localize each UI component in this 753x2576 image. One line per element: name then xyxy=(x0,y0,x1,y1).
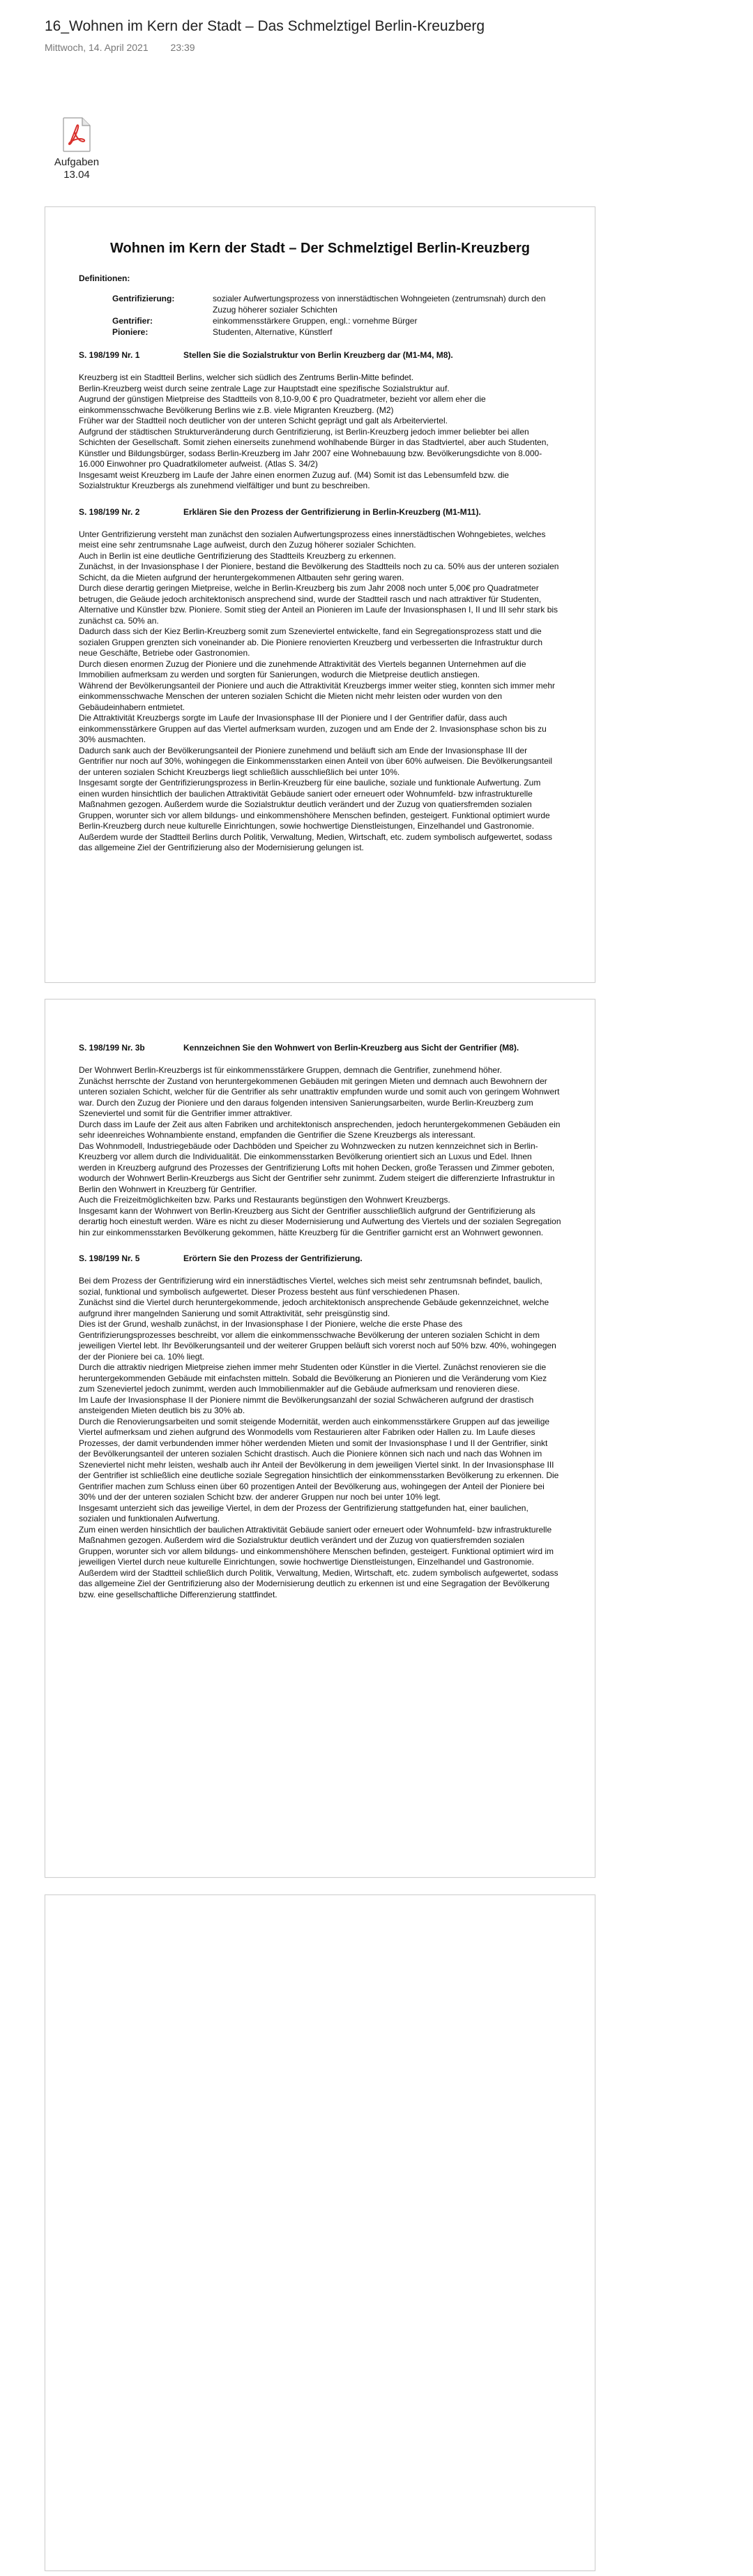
task-number: S. 198/199 Nr. 3b xyxy=(79,1043,145,1053)
definitions-list xyxy=(112,293,561,338)
answer-text: Unter Gentrifizierung versteht man zunächst den sozialen Aufwertungsprozess eines innerstädtischen Wohngebietes, welches meist eine sehr zentrumsnahe Lage aufweist, durch den Zuzug höherer sozialer Schichten. Auch in Berlin ist eine deutliche Gentrifizierung des Stadtteils Kreuzberg zu erkennen. Zunächst, in der Invasionsphase I der Pioniere, bestand die Bevölkerung des Stadtteils noch zu ca. 50% aus der unteren sozialen Schicht, da die Mieten aufgrund der heruntergekommenen Altbauten sehr gering waren. Durch diese derartig geringen Mietpreise, welche in Berlin-Kreuzberg bis zum Jahr 2008 noch unter 5,00€ pro Quadratmeter betrugen, die Geäude jedoch architektonisch ansprechend sind, wurde der Stadtteil rasch und nach attraktiver für Studenten, Alternative und Künstler bzw. Pioniere. Somit stieg der Anteil an Pionieren im Laufe der Invasionsphasen I, II und III sehr stark bis zunächst ca. 50% an. Dadurch dass sich der Kiez Berlin-Kreuzberg somit zum Szeneviertel entwickelte, fand ein Segregationsprozess statt und die sozialen Gruppen grenzten sich voneinander ab. Die Pioniere renovierten Kreuzberg und verbesserten die Infrastruktur durch neue Geschäfte, Betriebe oder Gastronomien. Durch diesen enormen Zuzug der Pioniere und die zunehmende Attraktivität des Viertels begannen Unternehmen auf die Immobilien aufmerksam zu werden und sorgten für Sanierungen, wodurch die Mietpreise deutlich anstiegen. Während der Bevölkerungsanteil der Pioniere und auch die Attraktivität Kreuzbergs immer weiter stieg, konnten sich immer mehr einkommensschwache Menschen der unteren sozialen Schicht die Mieten nicht mehr leisten oder wurden von den Gebäudeinhabern entmietet. Die Attraktivität Kreuzbergs sorgte im Laufe der Invasionsphase III der Pioniere und I der Gentrifier dafür, dass auch einkommensstärkere Gruppen auf das Viertel aufmerksam wurden, zuzogen und am Ende der 2. Invasionsphase schon bis zu 30% ausmachten. Dadurch sank auch der Bevölkerungsanteil der Pioniere zunehmend und beläuft sich am Ende der Invasionsphase III der Gentrifier nur noch auf 30%, wohingegen die Einkommensstarken einen Anteil von über 60% aufweisen. Die Bevölkerungsanteil der unteren sozialen Schicht Kreuzbergs liegt schließlich ausschließlich bei unter 10%. Insgesamt sorgte der Gentrifizierungsprozess in Berlin-Kreuzberg für eine bauliche, soziale und funktionale Aufwertung. Zum einen wurden hinsichtlich der baulichen Attraktivität Gebäude saniert oder erneuert oder Wohnumfeld- bzw infrastrukturelle Maßnahmen gezogen. Außerdem wurde die Sozialstruktur deutlich verändert und der Zuzug von quatiersfremden sozialen Gruppen, worunter sich vor allem bildungs- und einkommenshöhere Menschen befinden, gesteigert. Funktional optimiert wurde Berlin-Kreuzberg durch neue kulturelle Einrichtungen, sowie hochwertige Dienstleistungen, Einzelhandel und Gastronomie. Außerdem wurde der Stadtteil Berlins durch Politik, Verwaltung, Medien, Wirtschaft, etc. zudem symbolisch aufgewertet, sodass das allgemeine Ziel der Gentrifizierung also der Modernisierung gelungen ist. xyxy=(79,529,559,852)
task-heading xyxy=(79,1253,561,1263)
task-text: Kennzeichnen Sie den Wohnwert von Berlin-Kreuzberg aus Sicht der Gentrifier (M8). xyxy=(183,1043,519,1053)
definitions-heading: Definitionen: xyxy=(79,273,130,283)
note-date: Mittwoch, 14. April 2021 xyxy=(45,42,149,53)
definition-desc: einkommensstärkere Gruppen, engl.: vornehme Bürger xyxy=(213,316,418,326)
definition-term: Pioniere: xyxy=(112,327,149,337)
definition-desc: sozialer Aufwertungsprozess von innerstädtischen Wohngeieten (zentrumsnah) durch den Zuzug höherer sozialer Schichten xyxy=(213,294,546,315)
answer-text: Bei dem Prozess der Gentrifizierung wird ein innerstädtisches Viertel, welches sich meist sehr zentrumsnah befindet, baulich, sozial, funktional und symbolisch aufgewertet. Dieser Prozess besteht aus fünf verschiedenen Phasen. Zunächst sind die Viertel durch heruntergekommende, jedoch architektonisch ansprechende Gebäude gekennzeichnet, welche aufgrund ihrer mangelnden Sanierung und somit Attraktivität, sehr preisgünstig sind. Dies ist der Grund, weshalb zunächst, in der Invasionsphase I der Pioniere, welche die erste Phase des Gentrifizierungsprozesses beschreibt, vor allem die einkommensschwache Bevölkerung der unteren sozialen Schicht in dem jeweiligen Viertel lebt. Ihr Bevölkerungsanteil und der weiterer Gruppen beläuft sich vorerst noch auf 50% bzw. 40%, wohingegen der der Pioniere bei ca. 10% liegt. Durch die attraktiv niedrigen Mietpreise ziehen immer mehr Studenten oder Künstler in die Viertel. Zunächst renovieren sie die heruntergekommenden Gebäude mit einfachsten mitteln. Sobald die Bevölkerung an Pionieren und die Veränderung vom Kiez zum Szeneviertel jedoch zunimmt, werden auch Immobilienmakler auf die Gebäude aufmerksam und renovieren diese. Im Laufe der Invasionsphase II der Pioniere nimmt die Bevölkerungsanzahl der sozial Schwächeren aufgrund der drastisch ansteigenden Mieten deutlich bis zu 30% ab. Durch die Renovierungsarbeiten und somit steigende Modernität, werden auch einkommensstärkere Gruppen auf das jeweilige Viertel aufmerksam und ziehen aufgrund des Wonmodells vom Restaurieren alter Fabriken oder Hallen zu. Im Laufe dieses Prozesses, der damit verbundenden immer höher werdenden Mieten und somit der Invasionsphase I und II der Gentrifier, sinkt der Bevölkerungsanteil der unteren sozialen Schicht drastisch. Auch die Pioniere können sich nach und nach das Wohnen im Szeneviertel nicht mehr leisten, weshalb auch ihr Anteil der Bevölkerung in dem jeweiligen Viertel sinkt. In der Invasionsphase III der Gentrifier ist schließlich eine deutliche soziale Segregation hinsichtlich der einkommensstarken Bevölkerung zu erkennen. Die Gentrifier machen zum Schluss einen über 60 prozentigen Anteil der Bevölkerung aus, wohingegen der Anteil der Pioniere bei 30% und der der unteren sozialen Schicht bzw. der anderer Gruppen nur noch bei unter 10% legt. Insgesamt unterzieht sich das jeweilige Viertel, in dem der Prozess der Gentrifizierung stattgefunden hat, einer baulichen, sozialen und funktionalen Aufwertung. Zum einen werden hinsichtlich der baulichen Attraktivität Gebäude saniert oder erneuert oder Wohnumfeld- bzw infrastrukturelle Maßnahmen gezogen. Außerdem wird die Sozialstruktur deutlich verändert und der Zuzug von quatiersfremden sozialen Gruppen, worunter sich vor allem bildungs- und einkommenshöhere Menschen befinden, gesteigert. Funktional optimiert wird im jeweiligen Viertel durch neue kulturelle Einrichtungen, sowie hochwertige Dienstleistungen, Einzelhandel und Gastronomie. Außerdem wird der Stadtteil schließlich durch Politik, Verwaltung, Medien, Wirtschaft, etc. zudem symbolisch aufgewertet, sodass das allgemeine Ziel der Gentrifizierung also der Modernisierung deutlich zu erkennen ist und eine Segragation der Bevölkerung bzw. eine gesellschaftliche Differenzierung stattfindet. xyxy=(79,1276,559,1599)
definition-term: Gentrifier: xyxy=(112,316,153,326)
pdf-file-icon xyxy=(62,117,91,152)
note-title[interactable]: 16_Wohnen im Kern der Stadt – Das Schmelztigel Berlin-Kreuzberg xyxy=(45,18,485,34)
task-number: S. 198/199 Nr. 2 xyxy=(79,506,140,517)
definition-desc: Studenten, Alternative, Künstlerf xyxy=(213,327,333,337)
document-title: Wohnen im Kern der Stadt – Der Schmelztigel Berlin-Kreuzberg xyxy=(110,241,530,256)
attachment-label: Aufgaben 13.04 xyxy=(54,156,100,181)
document-page-2 xyxy=(45,999,595,1878)
answer-text: Der Wohnwert Berlin-Kreuzbergs ist für einkommensstärkere Gruppen, demnach die Gentrifier, zunehmend höher. Zunächst herrschte der Zustand von heruntergekommenen Gebäuden mit geringen Mieten und demnach auch Bewohnern der unteren sozialen Schicht, welcher für die Gentrifier als sehr unattraktiv empfunden wurde und somit auch von geringem Wohnwert war. Durch den Zuzug der Pioniere und den daraus folgenden intensiven Sanierungsarbeiten, wurde Berlin-Kreuzberg zum Szeneviertel und somit für die Gentrifier immer attraktiver. Durch dass im Laufe der Zeit aus alten Fabriken und architektonisch ansprechenden, jedoch heruntergekommenen Gebäuden ein sehr ideenreiches Wohnambiente enstand, empfanden die Gentrifier die Szene Kreuzbergs als interessant. Das Wohnmodell, Industriegebäude oder Dachböden und Speicher zu Wohnzwecken zu nutzen kennzeichnet sich in Berlin-Kreuzberg vor allem durch die Individualität. Die einkommensstarken Bevölkerung orientiert sich an Luxus und Edel. Ihnen werden in Kreuzberg aufgrund des Prozesses der Gentrifizierung Lofts mit hohen Decken, große Terassen und Zimmer geboten, wodurch der Wohnwert Berlin-Kreuzbergs aus Sicht der Gentrifier sehr zunimmt. Zudem steigert die differenzierte Infrastruktur in Berlin den Wohnwert in Kreuzberg für Gentrifier. Auch die Freizeitmöglichkeiten bzw. Parks und Restaurants begünstigen den Wohnwert Kreuzbergs. Insgesamt kann der Wohnwert von Berlin-Kreuzberg aus Sicht der Gentrifier ausschließlich aufgrund der Gentrifizierung als derartig hoch einestuft werden. Wäre es nicht zu dieser Modernisierung und Aufwertung des Viertels und der sozialen Segregation hin zur einkommensstarken Bevölkerung gekommen, hätte Kreuzberg für die Gentrifier garnicht erst an Wohnwert gewonnen. xyxy=(79,1065,561,1237)
document-page-1 xyxy=(45,206,595,983)
definition-item xyxy=(112,315,561,326)
definition-term: Gentrifizierung: xyxy=(112,294,175,303)
note-time: 23:39 xyxy=(170,42,195,53)
task-heading xyxy=(79,1043,561,1053)
definition-item xyxy=(112,326,561,338)
note-meta xyxy=(45,42,485,53)
document-page-3 xyxy=(45,1895,595,2571)
task-heading xyxy=(79,507,561,517)
task-heading xyxy=(79,350,561,360)
task-text: Stellen Sie die Sozialstruktur von Berlin Kreuzberg dar (M1-M4, M8). xyxy=(183,350,453,360)
task-number: S. 198/199 Nr. 5 xyxy=(79,1253,140,1263)
pdf-attachment[interactable] xyxy=(49,117,105,181)
task-text: Erklären Sie den Prozess der Gentrifizierung in Berlin-Kreuzberg (M1-M11). xyxy=(183,506,481,517)
task-number: S. 198/199 Nr. 1 xyxy=(79,350,140,360)
definition-item xyxy=(112,293,561,315)
answer-text: Kreuzberg ist ein Stadtteil Berlins, welcher sich südlich des Zentrums Berlin-Mitte befindet. Berlin-Kreuzberg weist durch seine zentrale Lage zur Hauptstadt eine spezifische Sozialstruktur auf. Augrund der günstigen Mietpreise des Stadtteils von 8,10-9,00 € pro Quadratmeter, bezieht vor allem eher die einkommensschwache Bevölkerung Berlins wie z.B. viele Migranten Kreuzberg. (M2) Früher war der Stadtteil noch deutlicher von der unteren Schicht geprägt und galt als Arbeiterviertel. Aufgrund der städtischen Strukturveränderung durch Gentrifizierung, ist Berlin-Kreuzberg jedoch immer beliebter bei allen Schichten der Gesellschaft. Somit ziehen einerseits zunehmend wohlhabende Bürger in das Stadtviertel, aber auch Studenten, Künstler und Bildungsbürger, sodass Berlin-Kreuzberg im Jahr 2007 eine Wohnebauung bzw. Bevölkerungsdichte von 8.000-16.000 Einwohner pro Quadratkilometer aufweist. (Atlas S. 34/2) Insgesamt weist Kreuzberg im Laufe der Jahre einen enormen Zuzug auf. (M4) Somit ist das Lebensumfeld bzw. die Sozialstruktur Kreuzbergs als zunehmend vielfältiger und bunt zu beschreiben. xyxy=(79,372,549,490)
note-header xyxy=(45,18,485,53)
task-text: Erörtern Sie den Prozess der Gentrifizierung. xyxy=(183,1253,363,1263)
